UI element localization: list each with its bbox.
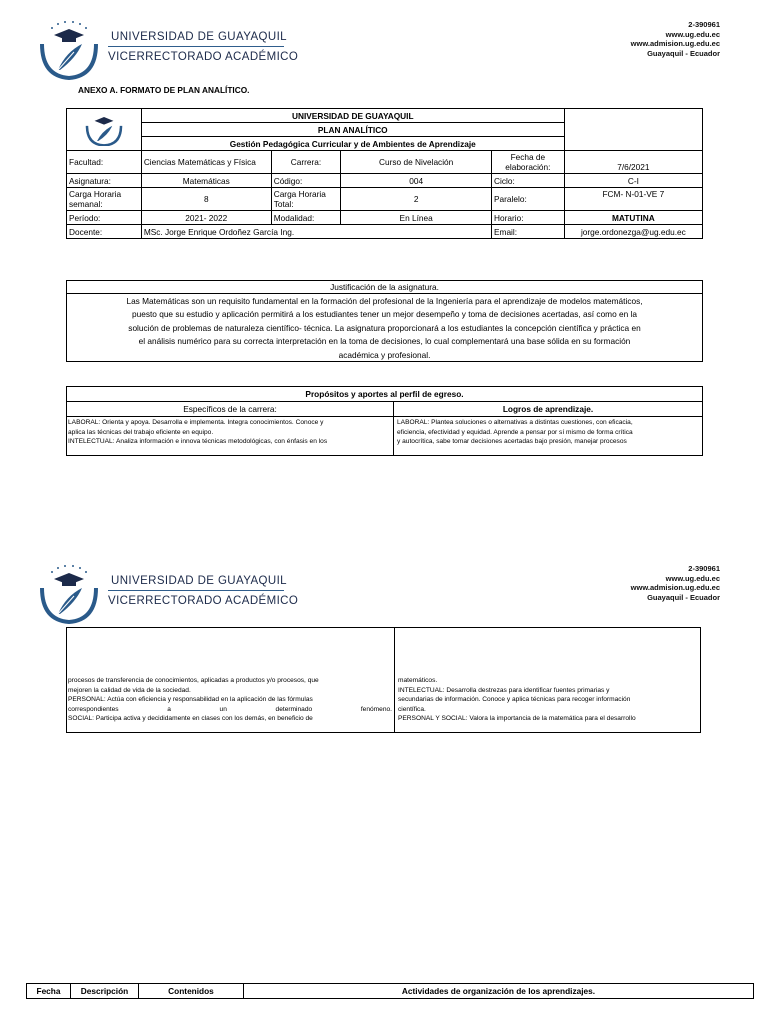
propositos-right-line: y autocrítica, sabe tomar decisiones acertadas bajo presión, manejar procesos [397,438,627,446]
university-logo-small [84,112,124,146]
facultad-label: Facultad: [67,151,142,174]
plan-logo-cell [67,109,142,151]
asignatura-value: Matemáticas [141,174,271,188]
propositos-right-continued [395,628,700,732]
vicerrectorado-name-page2: VICERRECTORADO ACADÉMICO [108,595,299,607]
university-logo [38,18,100,80]
paralelo-value: FCM- N-01-VE 7 [564,188,702,211]
contact-phone: 2-390961 [688,564,720,573]
horario-label: Horario: [492,211,565,225]
contact-location: Guayaquil - Ecuador [647,592,720,602]
facultad-value: Ciencias Matemáticas y Física [141,151,271,174]
propositos-left-line: mejoren la calidad de vida de la sociedad. [68,686,191,694]
carrera-value: Curso de Nivelación [341,151,492,174]
contact-block [631,20,720,58]
activities-header-contenidos: Contenidos [139,984,244,999]
codigo-value: 004 [341,174,492,188]
plan-info-table [66,108,703,239]
propositos-title: Propósitos y aportes al perfil de egreso. [67,387,702,402]
periodo-label: Período: [67,211,142,225]
contact-block-page2 [631,564,720,602]
justificacion-line: puesto que su estudio y aplicación permitirá a los estudiantes tener un mejor desempeño y toma de decisiones acertadas, así como en la [131,309,638,320]
propositos-right-line: científica. [398,705,426,713]
contact-website[interactable]: www.ug.edu.ec [665,573,720,583]
propositos-col-left-header: Específicos de la carrera: [67,402,394,416]
justificacion-line: el análisis numérico para su correcta interpretación en la toma de decisiones, lo cual complementará una base sólida en su formación [138,336,631,347]
docente-value: MSc. Jorge Enrique Ordoñez García Ing. [141,225,491,239]
propositos-right-line: INTELECTUAL: Desarrolla destrezas para identificar fuentes primarias y [398,686,610,694]
activities-header-fecha: Fecha [27,984,71,999]
asignatura-label: Asignatura: [67,174,142,188]
propositos-left-line: SOCIAL: Participa activa y decididamente en clases con los demás, en beneficio de [68,715,313,723]
vicerrectorado-name: VICERRECTORADO ACADÉMICO [108,51,299,63]
propositos-right-line: PERSONAL Y SOCIAL: Valora la importancia de la matemática para el desarrollo [398,715,636,723]
propositos-left-line: procesos de transferencia de conocimientos, aplicadas a productos y/o procesos, que [68,677,319,684]
modalidad-label: Modalidad: [271,211,341,225]
justificacion-line: Las Matemáticas son un requisito fundamental en la formación del profesional de la Ingeniería para el aprendizaje de modelos matemáticos, [126,296,643,306]
propositos-left-line: correspondientes a un determinado fenómeno. [68,705,392,713]
propositos-right-line: eficiencia, efectividad y equidad. Aprende a pensar por sí mismo de forma crítica [397,428,633,436]
codigo-label: Código: [271,174,341,188]
activities-table [26,983,754,999]
modalidad-value: En Línea [341,211,492,225]
justificacion-box [66,280,703,362]
propositos-box [66,386,703,456]
annex-title: ANEXO A. FORMATO DE PLAN ANALÍTICO. [78,85,250,95]
activities-header-actividades: Actividades de organización de los aprendizajes. [244,984,754,999]
horario-value: MATUTINA [564,211,702,225]
plan-title: PLAN ANALÍTICO [141,123,564,137]
propositos-continued-box [66,627,701,733]
header-rule-page2 [108,590,284,591]
fecha-label: Fecha de elaboración: [492,151,565,174]
contact-location: Guayaquil - Ecuador [647,48,720,58]
propositos-left-line: LABORAL: Orienta y apoya. Desarrolla e implementa. Integra conocimientos. Conoce y [68,419,324,426]
header-rule [108,46,284,47]
university-logo-page2 [38,562,100,624]
plan-header-blank [564,109,702,151]
justificacion-line: académica y profesional. [338,349,431,360]
periodo-value: 2021- 2022 [141,211,271,225]
propositos-right-line: LABORAL: Plantea soluciones o alternativas a distintas cuestiones, con eficacia, [397,419,633,426]
contact-admision-website[interactable]: www.admision.ug.edu.ec [630,39,720,48]
carrera-label: Carrera: [271,151,341,174]
carga-semanal-label: Carga Horaria semanal: [67,188,142,211]
propositos-right-line: secundarias de información. Conoce y aplica técnicas para recoger información [398,696,631,704]
contact-admision-website[interactable]: www.admision.ug.edu.ec [630,583,720,592]
plan-management: Gestión Pedagógica Curricular y de Ambientes de Aprendizaje [141,137,564,151]
propositos-left-line: aplica las técnicas del trabajo eficiente en equipo. [68,428,214,436]
university-name-page2: UNIVERSIDAD DE GUAYAQUIL [111,575,287,587]
email-value[interactable]: jorge.ordonezga@ug.edu.ec [564,225,702,239]
docente-label: Docente: [67,225,142,239]
university-name: UNIVERSIDAD DE GUAYAQUIL [111,31,287,43]
activities-header-descripcion: Descripción [71,984,139,999]
ciclo-value: C-I [564,174,702,188]
propositos-left-line: INTELECTUAL: Analiza información e innova técnicas metodológicas, con énfasis en los [68,438,328,446]
propositos-col-headers [67,402,702,417]
propositos-right-line: matemáticos. [398,677,438,684]
contact-website[interactable]: www.ug.edu.ec [665,29,720,39]
justificacion-line: solución de problemas de naturaleza científico- técnica. La asignatura proporcionará a los estudiantes la concepción científica y práctica en [128,322,641,333]
carga-total-value: 2 [341,188,492,211]
fecha-value: 7/6/2021 [564,151,702,174]
contact-phone: 2-390961 [688,20,720,29]
carga-total-label: Carga Horaria Total: [271,188,341,211]
email-label: Email: [492,225,565,239]
carga-semanal-value: 8 [141,188,271,211]
propositos-right-text [394,417,702,455]
propositos-body [67,417,702,455]
propositos-col-right-header: Logros de aprendizaje. [502,404,594,414]
justificacion-text [67,294,702,363]
paralelo-label: Paralelo: [492,188,565,211]
justificacion-title: Justificación de la asignatura. [67,281,702,294]
ciclo-label: Ciclo: [492,174,565,188]
propositos-left-text [67,417,394,455]
propositos-left-line: PERSONAL: Actúa con eficiencia y responsabilidad en la aplicación de las fórmulas [68,696,313,704]
plan-university: UNIVERSIDAD DE GUAYAQUIL [141,109,564,123]
propositos-left-continued [67,628,395,732]
